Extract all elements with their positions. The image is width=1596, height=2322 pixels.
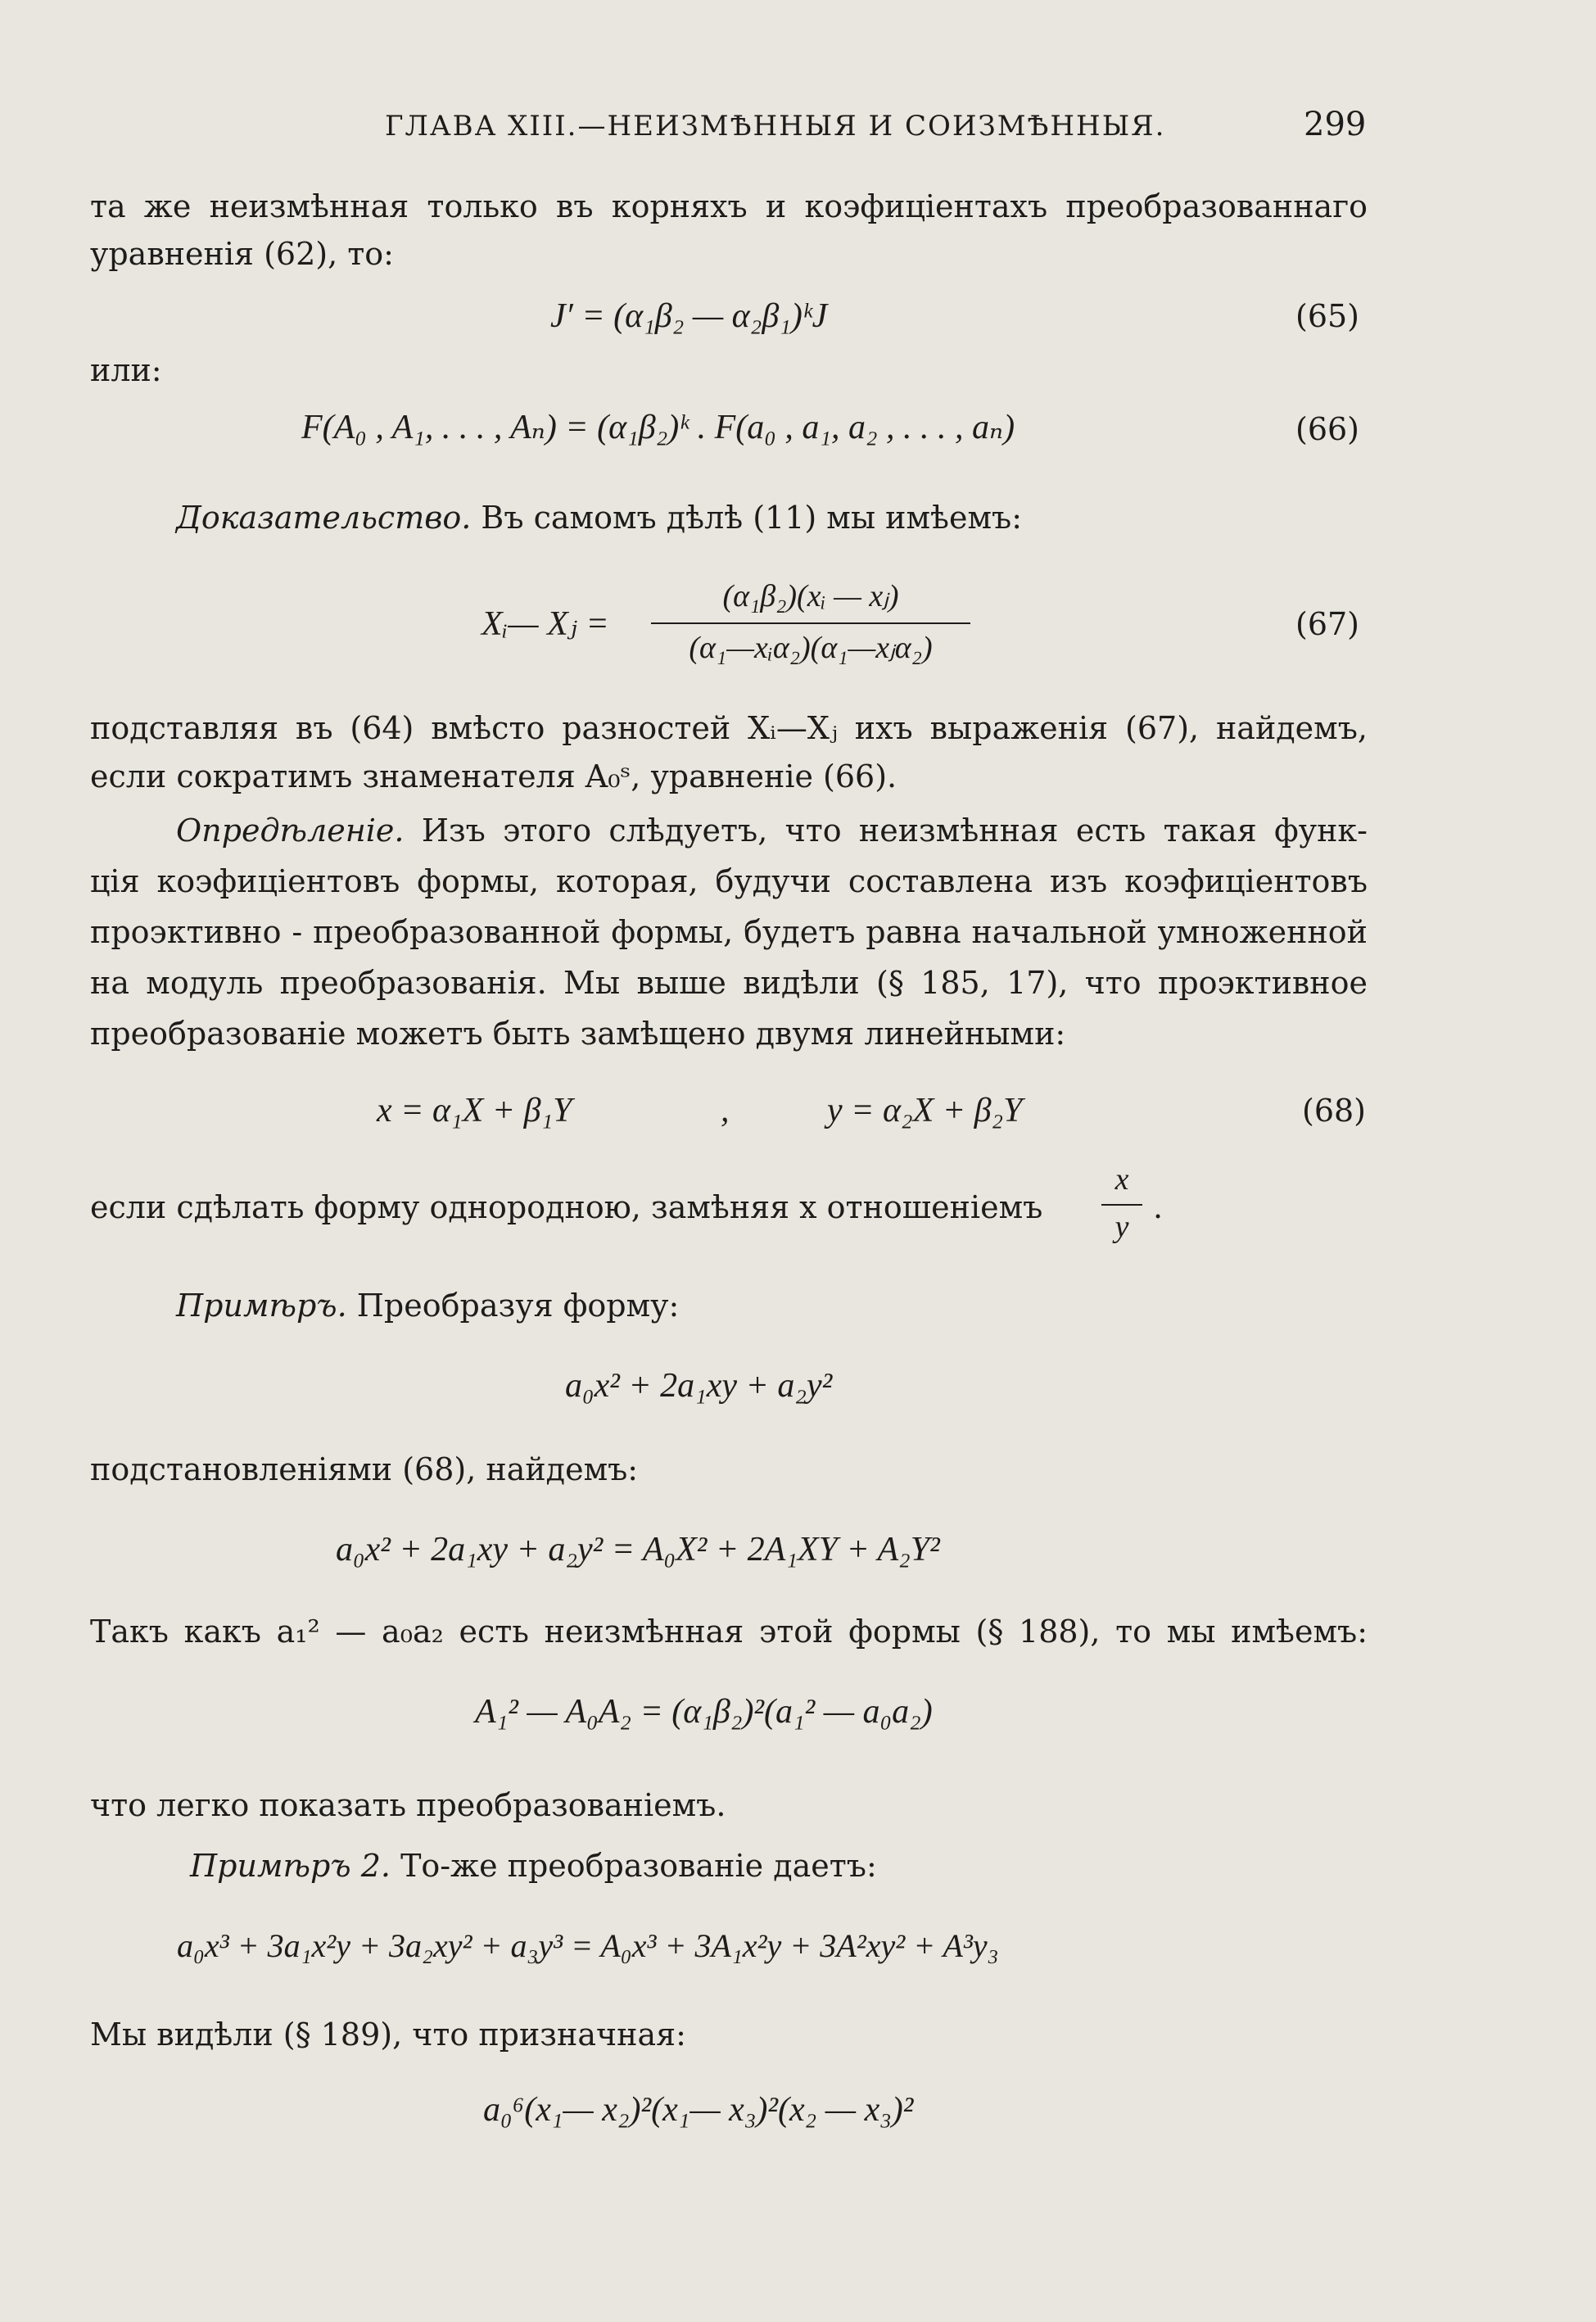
paragraph-line: если сдѣлать форму однородною, замѣняя x отношеніемъ xyxy=(90,1189,1043,1225)
equation-number-68: (68) xyxy=(1302,1093,1367,1129)
equation-67-lhs: Xᵢ— Xⱼ = xyxy=(482,605,609,643)
transformed-form: a₀x² + 2a₁xy + a₂y² = A₀X² + 2A₁XY + A₂Y² xyxy=(336,1531,940,1568)
example-label: Примѣръ. xyxy=(176,1288,347,1324)
equation-68-left: x = α₁X + β₁Y xyxy=(377,1092,572,1129)
paragraph-line: преобразованіе можетъ быть замѣщено двумя линейными: xyxy=(90,1016,1066,1052)
fraction-numerator: x xyxy=(1114,1162,1129,1197)
proof-line xyxy=(176,498,1022,537)
paragraph-line: Мы видѣли (§ 189), что призначная: xyxy=(90,2016,686,2053)
paragraph-line: та же неизмѣнная только въ корняхъ и коэфиціентахъ преобразованнаго xyxy=(90,188,1368,224)
paragraph-line: подстановленіями (68), найдемъ: xyxy=(90,1451,639,1487)
cubic-equation: a₀x³ + 3a₁x²y + 3a₂xy² + a₃y³ = A₀x³ + 3A₁x²y + 3A²xy² + A³y₃ xyxy=(177,1927,999,1964)
paragraph-line: ція коэфиціентовъ формы, которая, будучи составлена изъ коэфиціентовъ xyxy=(90,863,1368,899)
fraction-bar xyxy=(1101,1204,1142,1206)
proof-label: Доказательство. xyxy=(176,500,472,536)
fraction-denominator: y xyxy=(1114,1210,1129,1244)
paragraph-line: проэктивно - преобразованной формы, будетъ равна начальной умноженной xyxy=(90,914,1368,950)
paragraph-line: если сократимъ знаменателя A₀ˢ, уравненіе (66). xyxy=(90,758,897,794)
definition-label: Опредѣленіе. xyxy=(176,812,405,849)
equation-65: J′ = (α₁β₂ — α₂β₁)ᵏJ xyxy=(550,297,828,335)
equation-67-denominator: (α₁—xᵢα₂)(α₁—xⱼα₂) xyxy=(689,631,933,665)
page-number: 299 xyxy=(1304,106,1367,143)
example-line xyxy=(190,1846,877,1885)
equation-number-66: (66) xyxy=(1295,411,1360,447)
running-header: ГЛАВА XIII.—НЕИЗМѢННЫЯ И СОИЗМѢННЫЯ. xyxy=(385,110,1166,143)
equation-68-right: y = α₂X + β₂Y xyxy=(827,1092,1023,1129)
paragraph-line: что легко показать преобразованіемъ. xyxy=(90,1787,726,1823)
equation-number-65: (65) xyxy=(1295,298,1360,334)
equation-number-67: (67) xyxy=(1295,606,1360,642)
example-text: Преобразуя форму: xyxy=(356,1288,680,1324)
example-line xyxy=(176,1286,679,1325)
connector-word: или: xyxy=(90,352,162,388)
paragraph-line: на модуль преобразованія. Мы выше видѣли (§ 185, 17), что проэктивное xyxy=(90,965,1368,1001)
proof-text: Въ самомъ дѣлѣ (11) мы имѣемъ: xyxy=(481,500,1022,536)
quadratic-form: a₀x² + 2a₁xy + a₂y² xyxy=(565,1367,833,1405)
definition-text: Изъ этого слѣдуетъ, что неизмѣнная есть такая функ- xyxy=(421,812,1368,849)
invariant-equation: A₁² — A₀A₂ = (α₁β₂)²(a₁² — a₀a₂) xyxy=(475,1693,933,1731)
paragraph-line: подставляя въ (64) вмѣсто разностей Xᵢ—Xⱼ ихъ выраженія (67), найдемъ, xyxy=(90,710,1368,746)
fraction-bar xyxy=(651,622,970,624)
equation-68-comma: , xyxy=(721,1092,730,1129)
sentence-end: . xyxy=(1153,1189,1164,1225)
equation-67-numerator: (α₁β₂)(xᵢ — xⱼ) xyxy=(722,579,899,613)
example-2-label: Примѣръ 2. xyxy=(190,1848,391,1884)
discriminant-expression: a₀⁶(x₁— x₂)²(x₁— x₃)²(x₂ — x₃)² xyxy=(483,2091,914,2129)
definition-line xyxy=(176,811,1368,850)
paragraph-line: Такъ какъ a₁² — a₀a₂ есть неизмѣнная этой формы (§ 188), то мы имѣемъ: xyxy=(90,1614,1368,1650)
equation-66: F(A₀ , A₁, . . . , Aₙ) = (α₁β₂)ᵏ . F(a₀ , a₁, a₂ , . . . , aₙ) xyxy=(301,409,1015,446)
example-2-text: То-же преобразованіе даетъ: xyxy=(400,1848,877,1884)
paragraph-line: уравненія (62), то: xyxy=(90,236,394,272)
